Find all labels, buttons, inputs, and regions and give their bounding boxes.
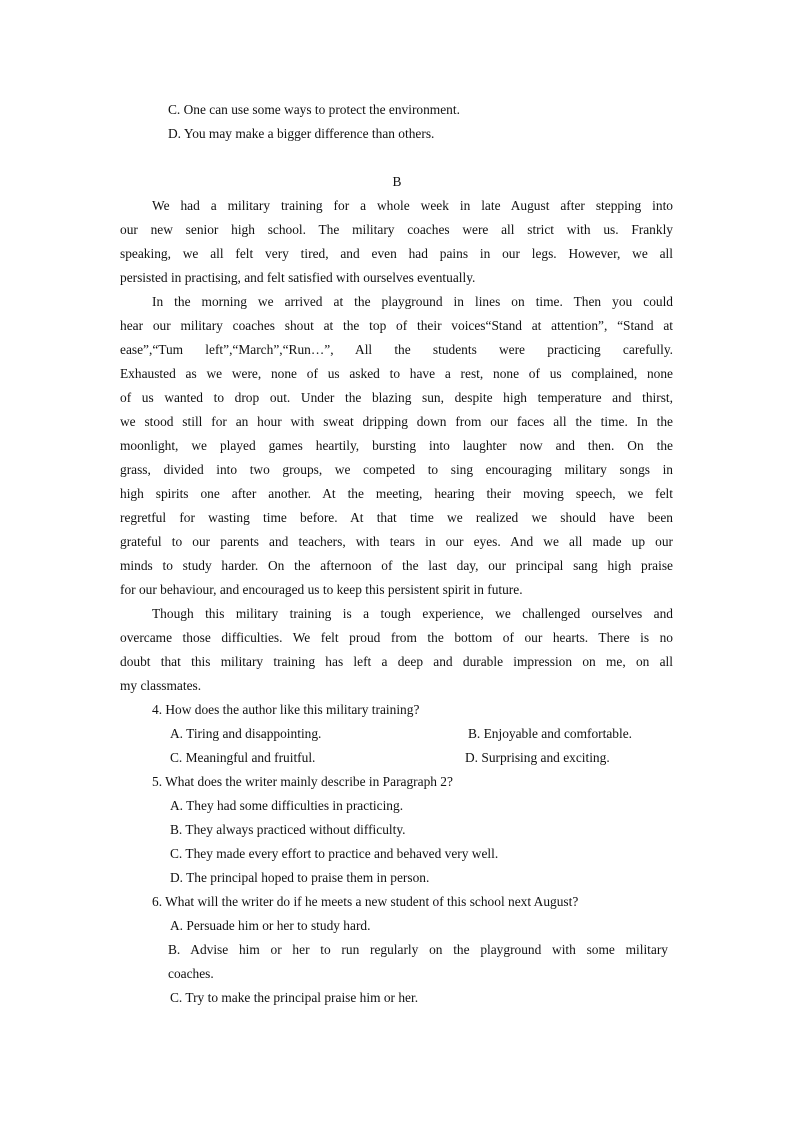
- passage-line: high spirits one after another. At the meeting, hearing their moving speech, we felt: [120, 486, 673, 501]
- section-label: B: [392, 174, 402, 189]
- passage-line: grass, divided into two groups, we competed to sing encouraging military songs in: [120, 462, 673, 477]
- prev-option-c: C. One can use some ways to protect the environment.: [168, 102, 460, 117]
- question-4-option-a: A. Tiring and disappointing.: [170, 726, 322, 741]
- prev-option-d: D. You may make a bigger difference than others.: [168, 126, 435, 141]
- passage-line: for our behaviour, and encouraged us to keep this persistent spirit in future.: [120, 582, 523, 597]
- passage-line: minds to study harder. On the afternoon of the last day, our principal sang high praise: [120, 558, 673, 573]
- passage-line: overcame those difficulties. We felt proud from the bottom of our hearts. There is no: [120, 630, 673, 645]
- passage-line: moonlight, we played games heartily, bursting into laughter now and then. On the: [120, 438, 673, 453]
- question-4-option-c: C. Meaningful and fruitful.: [170, 750, 316, 765]
- passage-line: Though this military training is a tough experience, we challenged ourselves and: [152, 606, 673, 621]
- passage-line: ease”,“Tum left”,“March”,“Run…”, All the students were practicing carefully.: [120, 342, 673, 357]
- question-5-option-a: A. They had some difficulties in practicing.: [170, 798, 404, 813]
- passage-line: Exhausted as we were, none of us asked to have a rest, none of us complained, none: [120, 366, 673, 381]
- passage-line: we stood still for an hour with sweat dripping down from our faces all the time. In the: [120, 414, 673, 429]
- passage-line: We had a military training for a whole week in late August after stepping into: [152, 198, 673, 213]
- question-4-stem: 4. How does the author like this military training?: [152, 702, 420, 717]
- question-5-option-b: B. They always practiced without difficulty.: [170, 822, 406, 837]
- question-6-option-c: C. Try to make the principal praise him or her.: [170, 990, 419, 1005]
- passage-line: my classmates.: [120, 678, 202, 693]
- passage-line: doubt that this military training has left a deep and durable impression on me, on all: [120, 654, 673, 669]
- passage-line: our new senior high school. The military coaches were all strict with us. Frankly: [120, 222, 673, 237]
- passage-line: grateful to our parents and teachers, with tears in our eyes. And we all made up our: [120, 534, 673, 549]
- question-5-stem: 5. What does the writer mainly describe in Paragraph 2?: [152, 774, 453, 789]
- passage-line: of us wanted to drop out. Under the blazing sun, despite high temperature and thirst,: [120, 390, 673, 405]
- question-6-option-b: B. Advise him or her to run regularly on the playground with some military: [168, 942, 668, 957]
- question-6-stem: 6. What will the writer do if he meets a new student of this school next August?: [152, 894, 579, 909]
- question-5-option-c: C. They made every effort to practice and behaved very well.: [170, 846, 499, 861]
- question-6-option-b-continued: coaches.: [168, 966, 214, 981]
- passage-line: regretful for wasting time before. At that time we realized we should have been: [120, 510, 673, 525]
- passage-line: speaking, we all felt very tired, and even had pains in our legs. However, we all: [120, 246, 673, 261]
- question-5-option-d: D. The principal hoped to praise them in person.: [170, 870, 430, 885]
- question-4-option-d: D. Surprising and exciting.: [465, 750, 610, 765]
- passage-line: In the morning we arrived at the playground in lines on time. Then you could: [152, 294, 673, 309]
- question-6-option-a: A. Persuade him or her to study hard.: [170, 918, 371, 933]
- passage-line: persisted in practising, and felt satisfied with ourselves eventually.: [120, 270, 476, 285]
- question-4-option-b: B. Enjoyable and comfortable.: [468, 726, 632, 741]
- passage-line: hear our military coaches shout at the top of their voices“Stand at attention”, “Stand at: [120, 318, 673, 333]
